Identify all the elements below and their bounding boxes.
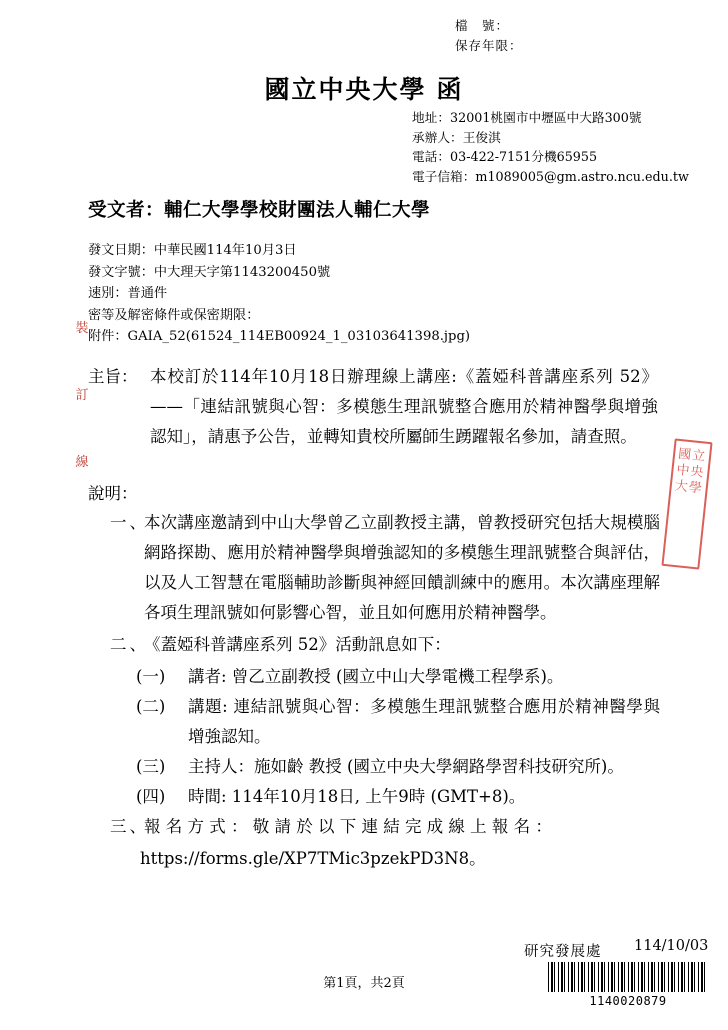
confidentiality: 密等及解密條件或保密期限： bbox=[88, 307, 260, 323]
subitem-number: (二) bbox=[136, 697, 166, 716]
document-type: 函 bbox=[436, 75, 464, 104]
officer-line: 承辦人：王俊淇 bbox=[412, 129, 501, 145]
subitem-number: (四) bbox=[136, 787, 166, 806]
document-number: 發文字號：中大理天字第1143200450號 bbox=[88, 264, 331, 280]
subject-text: 本校訂於114年10月18日辦理線上講座:《蓋婭科普講座系列 52》——「連結訊號與心智：多模態生理訊號整合應用於精神醫學與增強認知」，請惠予公告，並轉知貴校所屬師生踴躍報名參加，請查照。 bbox=[150, 367, 658, 446]
list-item bbox=[88, 812, 660, 842]
list-item bbox=[136, 752, 660, 782]
issue-date: 發文日期：中華民國114年10月3日 bbox=[88, 243, 297, 258]
subitem-text: 主持人：施如齡 教授 (國立中央大學網路學習科技研究所)。 bbox=[188, 757, 624, 776]
address-line: 地址：32001桃園市中壢區中大路300號 bbox=[412, 110, 642, 125]
binding-mark-2: 訂 bbox=[75, 388, 89, 403]
page-title bbox=[0, 70, 728, 106]
archive-header bbox=[455, 16, 523, 56]
item-text: 本次講座邀請到中山大學曾乙立副教授主講，曾教授研究包括大規模腦網路探勘、應用於精神醫學與增強認知的多模態生理訊號整合與評估，以及人工智慧在電腦輔助診斷與神經回饋訓練中的應用。本次講座理解各項生理訊號如何影響心智，並且如何應用於精神醫學。 bbox=[144, 513, 660, 622]
subitem-text: 講題: 連結訊號與心智：多模態生理訊號整合應用於精神醫學與增強認知。 bbox=[188, 697, 660, 746]
official-seal: 國立中央大學 bbox=[661, 438, 712, 569]
subitem-text: 時間: 114年10月18日, 上午9時 (GMT+8)。 bbox=[188, 787, 526, 806]
barcode-number: 1140020879 bbox=[589, 994, 667, 1008]
issuing-department: 研究發展處 bbox=[524, 944, 602, 960]
subject-label: 主旨： bbox=[88, 367, 138, 386]
item-text: 《蓋婭科普講座系列 52》活動訊息如下： bbox=[144, 635, 451, 654]
registration-link[interactable]: https://forms.gle/XP7TMic3pzekPD3N8。 bbox=[140, 849, 486, 868]
binding-mark-3: 線 bbox=[75, 455, 89, 470]
contact-block bbox=[412, 108, 689, 186]
list-item bbox=[88, 630, 660, 660]
item-number: 一、 bbox=[110, 513, 149, 532]
item-number: 二、 bbox=[110, 635, 149, 654]
file-number-label: 檔 號： bbox=[455, 18, 510, 33]
subitem-text: 講者: 曾乙立副教授 (國立中山大學電機工程學系)。 bbox=[188, 667, 564, 686]
subject-section bbox=[88, 362, 658, 452]
explanation-label: 說明： bbox=[88, 484, 138, 503]
list-item bbox=[88, 508, 660, 628]
item-number: 三、 bbox=[110, 817, 149, 836]
phone-line: 電話：03-422-7151分機65955 bbox=[412, 149, 598, 164]
item-text: 報 名 方 式 ： 敬 請 於 以 下 連 結 完 成 線 上 報 名 ： bbox=[144, 817, 552, 836]
organization-name: 國立中央大學 bbox=[264, 75, 427, 104]
document-meta bbox=[88, 240, 470, 348]
list-item bbox=[136, 662, 660, 692]
recipient-line: 受文者：輔仁大學學校財團法人輔仁大學 bbox=[88, 200, 431, 221]
subitem-number: (一) bbox=[136, 667, 166, 686]
footer-date: 114/10/03 bbox=[634, 938, 709, 954]
explanation-items bbox=[88, 508, 660, 874]
retention-period-label: 保存年限： bbox=[455, 38, 523, 53]
subitem-number: (三) bbox=[136, 757, 166, 776]
barcode bbox=[548, 962, 708, 1008]
speed-level: 速別：普通件 bbox=[88, 286, 168, 301]
list-item bbox=[136, 692, 660, 752]
binding-mark-1: 裝 bbox=[75, 321, 89, 336]
barcode-bars bbox=[548, 962, 708, 992]
page-number: 第1頁，共2頁 bbox=[323, 976, 405, 991]
list-item bbox=[136, 782, 660, 812]
attachment: 附件：GAIA_52(61524_114EB00924_1_03103641398.jpg) bbox=[88, 329, 471, 344]
email-line: 電子信箱：m1089005@gm.astro.ncu.edu.tw bbox=[412, 168, 689, 184]
